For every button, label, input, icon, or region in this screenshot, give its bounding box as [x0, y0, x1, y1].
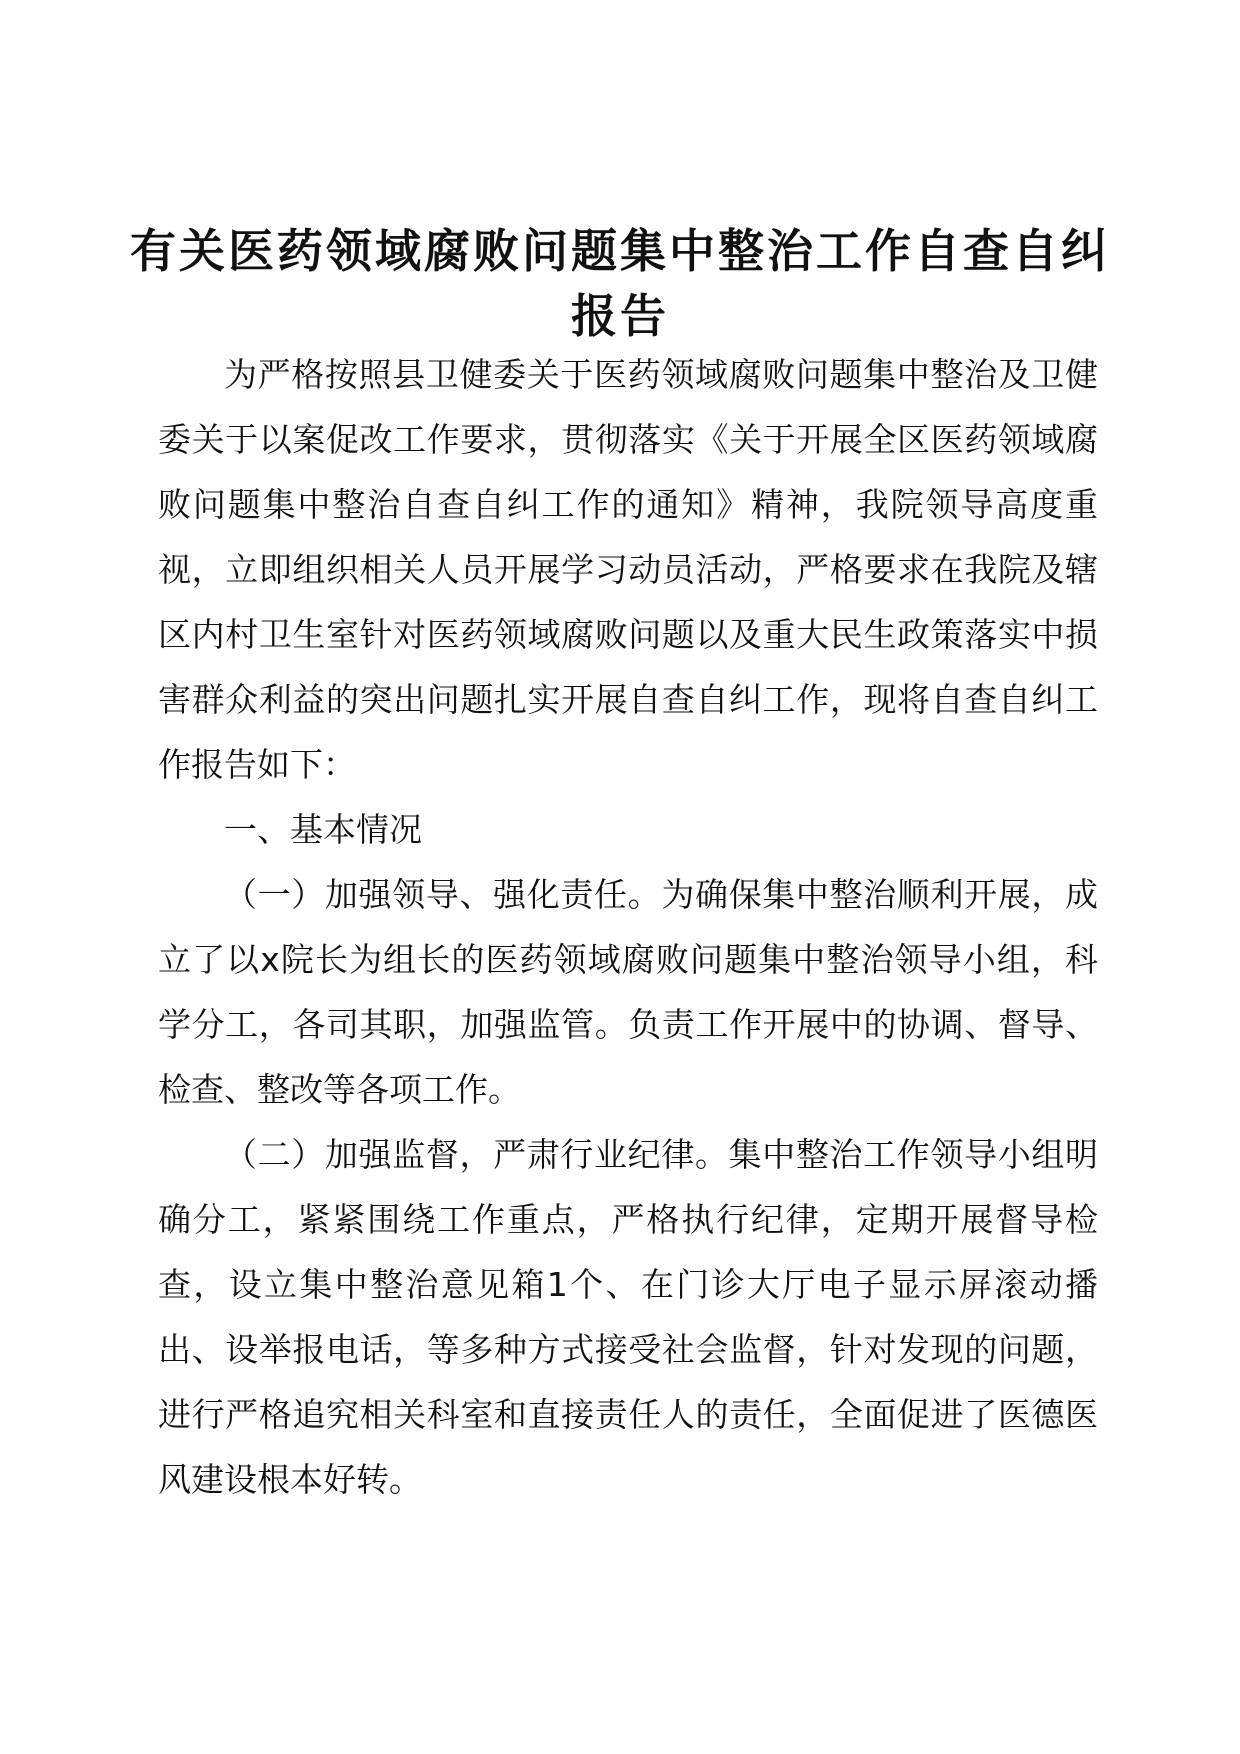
section-heading-basic-situation: 一、基本情况	[224, 810, 422, 849]
document-body	[158, 342, 1098, 1512]
document-title-line-1: 有关医药领域腐败问题集中整治工作自查自纠	[130, 224, 1110, 278]
intro-paragraph: 为严格按照县卫健委关于医药领域腐败问题集中整治及卫健委关于以案促改工作要求，贯彻落实《关于开展全区医药领域腐败问题集中整治自查自纠工作的通知》精神，我院领导高度重视，立即组织相关人员开展学习动员活动，严格要求在我院及辖区内村卫生室针对医药领域腐败问题以及重大民生政策落实中损害群众利益的突出问题扎实开展自查自纠工作，现将自查自纠工作报告如下：	[158, 355, 1098, 784]
paragraph-supervision: （二）加强监督，严肃行业纪律。集中整治工作领导小组明确分工，紧紧围绕工作重点，严格执行纪律，定期开展督导检查，设立集中整治意见箱1个、在门诊大厅电子显示屏滚动播出、设举报电话，等多种方式接受社会监督，针对发现的问题，进行严格追究相关科室和直接责任人的责任，全面促进了医德医风建设根本好转。	[158, 1135, 1098, 1499]
paragraph-leadership: （一）加强领导、强化责任。为确保集中整治顺利开展，成立了以x院长为组长的医药领域腐败问题集中整治领导小组，科学分工，各司其职，加强监管。负责工作开展中的协调、督导、检查、整改等各项工作。	[158, 875, 1098, 1109]
document-title-line-2: 报告	[571, 289, 669, 343]
